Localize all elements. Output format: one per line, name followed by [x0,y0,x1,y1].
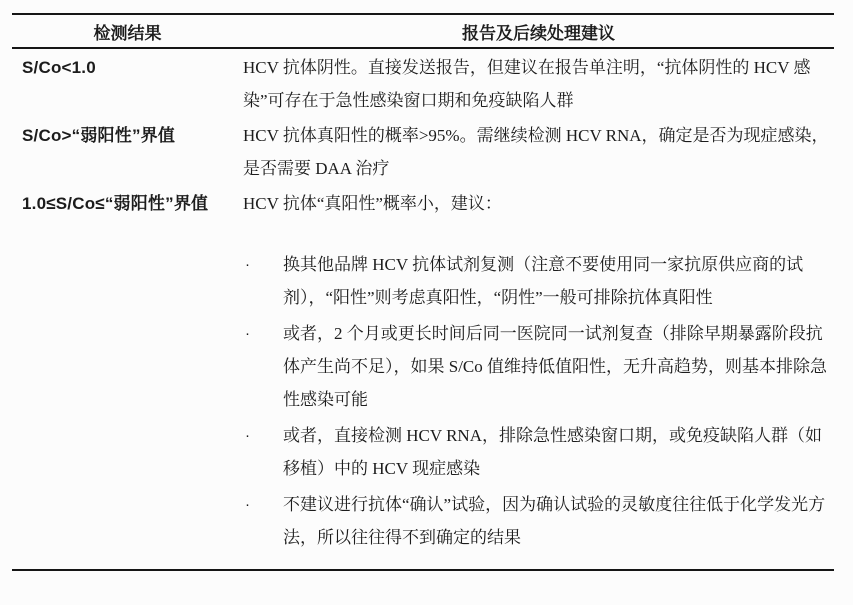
bullet-icon: · [245,256,250,273]
list-item [243,248,830,314]
advice-cell [243,187,834,557]
advice-bullet-list [243,248,830,554]
bullet-icon: · [245,325,250,342]
advice-cell [243,119,834,185]
advice-text: HCV 抗体阴性。直接发送报告，但建议在报告单注明，“抗体阴性的 HCV 感染”可存在于急性感染窗口期和免疫缺陷人群 [243,58,811,110]
result-label: S/Co>“弱阳性”界值 [22,126,176,145]
table-row-sco-between [12,187,834,557]
bullet-icon: · [245,496,250,513]
hcv-test-result-table [12,13,834,571]
column-header-advice: 报告及后续处理建议 [462,23,615,43]
advice-cell [243,51,834,117]
table-header-row [12,15,834,49]
advice-intro-text: HCV 抗体“真阳性”概率小，建议： [243,194,502,213]
result-label: 1.0≤S/Co≤“弱阳性”界值 [22,194,209,213]
column-header-test-result: 检测结果 [93,23,162,43]
result-label: S/Co<1.0 [22,58,96,77]
list-item [243,317,830,416]
bullet-text: 或者，2 个月或更长时间后同一医院同一试剂复查（排除早期暴露阶段抗体产生尚不足），如果 S/Co 值维持低值阳性，无升高趋势，则基本排除急性感染可能 [283,324,828,409]
table-row-sco-above-weak-positive [12,119,834,185]
bullet-icon: · [245,427,250,444]
table-row-sco-below-1 [12,51,834,117]
bullet-text: 换其他品牌 HCV 抗体试剂复测（注意不要使用同一家抗原供应商的试剂），“阳性”则考虑真阳性，“阴性”一般可排除抗体真阳性 [283,255,804,307]
bullet-text: 或者，直接检测 HCV RNA，排除急性感染窗口期，或免疫缺陷人群（如移植）中的 HCV 现症感染 [283,426,822,478]
bullet-text: 不建议进行抗体“确认”试验，因为确认试验的灵敏度往往低于化学发光方法，所以往往得不到确定的结果 [283,495,826,547]
table-body [12,49,834,569]
list-item [243,488,830,554]
advice-text: HCV 抗体真阳性的概率>95%。需继续检测 HCV RNA，确定是否为现症感染，是否需要 DAA 治疗 [243,126,829,178]
list-item [243,419,830,485]
